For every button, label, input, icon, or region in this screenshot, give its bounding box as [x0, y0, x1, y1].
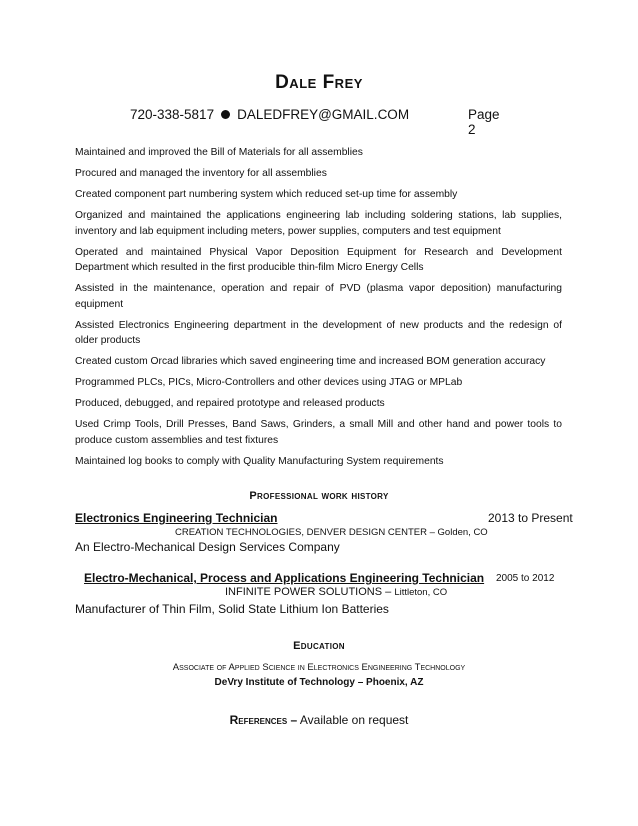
job-company-1: CREATION TECHNOLOGIES, DENVER DESIGN CENTER – Golden, CO [175, 527, 488, 538]
list-item: Organized and maintained the applications engineering lab including soldering stations, lab supplies, inventory and lab equipment including meters, power supplies, computers and test equipment [75, 210, 562, 237]
references-text: Available on request [299, 713, 409, 727]
list-item: Maintained and improved the Bill of Materials for all assemblies [75, 147, 363, 158]
degree-name: Associate of Applied Science in Electronics Engineering Technology [172, 662, 466, 673]
list-item: Assisted in the maintenance, operation and repair of PVD (plasma vapor deposition) manufacturing equipment [75, 283, 562, 310]
list-item: Created component part numbering system which reduced set-up time for assembly [75, 189, 458, 200]
company-location: Golden, CO [437, 527, 488, 538]
company-name: CREATION TECHNOLOGIES, DENVER DESIGN CENTER [175, 527, 427, 538]
phone-number: 720-338-5817 [130, 107, 215, 122]
list-item: Assisted Electronics Engineering department in the development of new products and the redesign of older products [75, 319, 562, 346]
list-item: Programmed PLCs, PICs, Micro-Controllers and other devices using JTAG or MPLab [75, 377, 463, 388]
school-name: DeVry Institute of Technology – Phoenix, AZ [214, 677, 424, 688]
list-item: Procured and managed the inventory for all assemblies [75, 168, 327, 179]
bullet-dot-icon [221, 110, 230, 119]
job-title-2: Electro-Mechanical, Process and Applications Engineering Technician [84, 571, 485, 585]
references-label: References – [229, 713, 298, 727]
job-description-1: An Electro-Mechanical Design Services Company [75, 540, 340, 554]
list-item: Used Crimp Tools, Drill Presses, Band Saws, Grinders, a small Mill and other hand and power tools to produce custom assemblies and test fixtures [75, 419, 562, 446]
job-company-2: INFINITE POWER SOLUTIONS – Littleton, CO [225, 586, 448, 598]
job-dates-2: 2005 to 2012 [496, 573, 555, 584]
contact-line [130, 107, 510, 137]
references-line [0, 713, 638, 727]
job-title-1: Electronics Engineering Technician [75, 511, 278, 525]
page-number: Page 2 [468, 107, 500, 137]
company-location: Littleton, CO [394, 587, 448, 598]
list-item: Maintained log books to comply with Quality Manufacturing System requirements [75, 455, 444, 467]
job-dates-1: 2013 to Present [488, 511, 573, 525]
responsibilities-list [75, 145, 562, 475]
company-name: INFINITE POWER SOLUTIONS [225, 586, 383, 598]
list-item: Operated and maintained Physical Vapor Deposition Equipment for Research and Development Department which resulted in the first producible thin-film Micro Energy Cells [75, 246, 562, 273]
list-item: Created custom Orcad libraries which saved engineering time and increased BOM generation accuracy [75, 356, 546, 367]
education-heading: Education [293, 640, 345, 652]
list-item: Produced, debugged, and repaired prototype and released products [75, 398, 385, 409]
email-address: DALEDFREY@GMAIL.COM [237, 107, 410, 122]
candidate-name: Dale Frey [275, 72, 363, 93]
job-description-2: Manufacturer of Thin Film, Solid State Lithium Ion Batteries [75, 602, 389, 616]
work-history-heading: Professional work history [249, 490, 389, 502]
